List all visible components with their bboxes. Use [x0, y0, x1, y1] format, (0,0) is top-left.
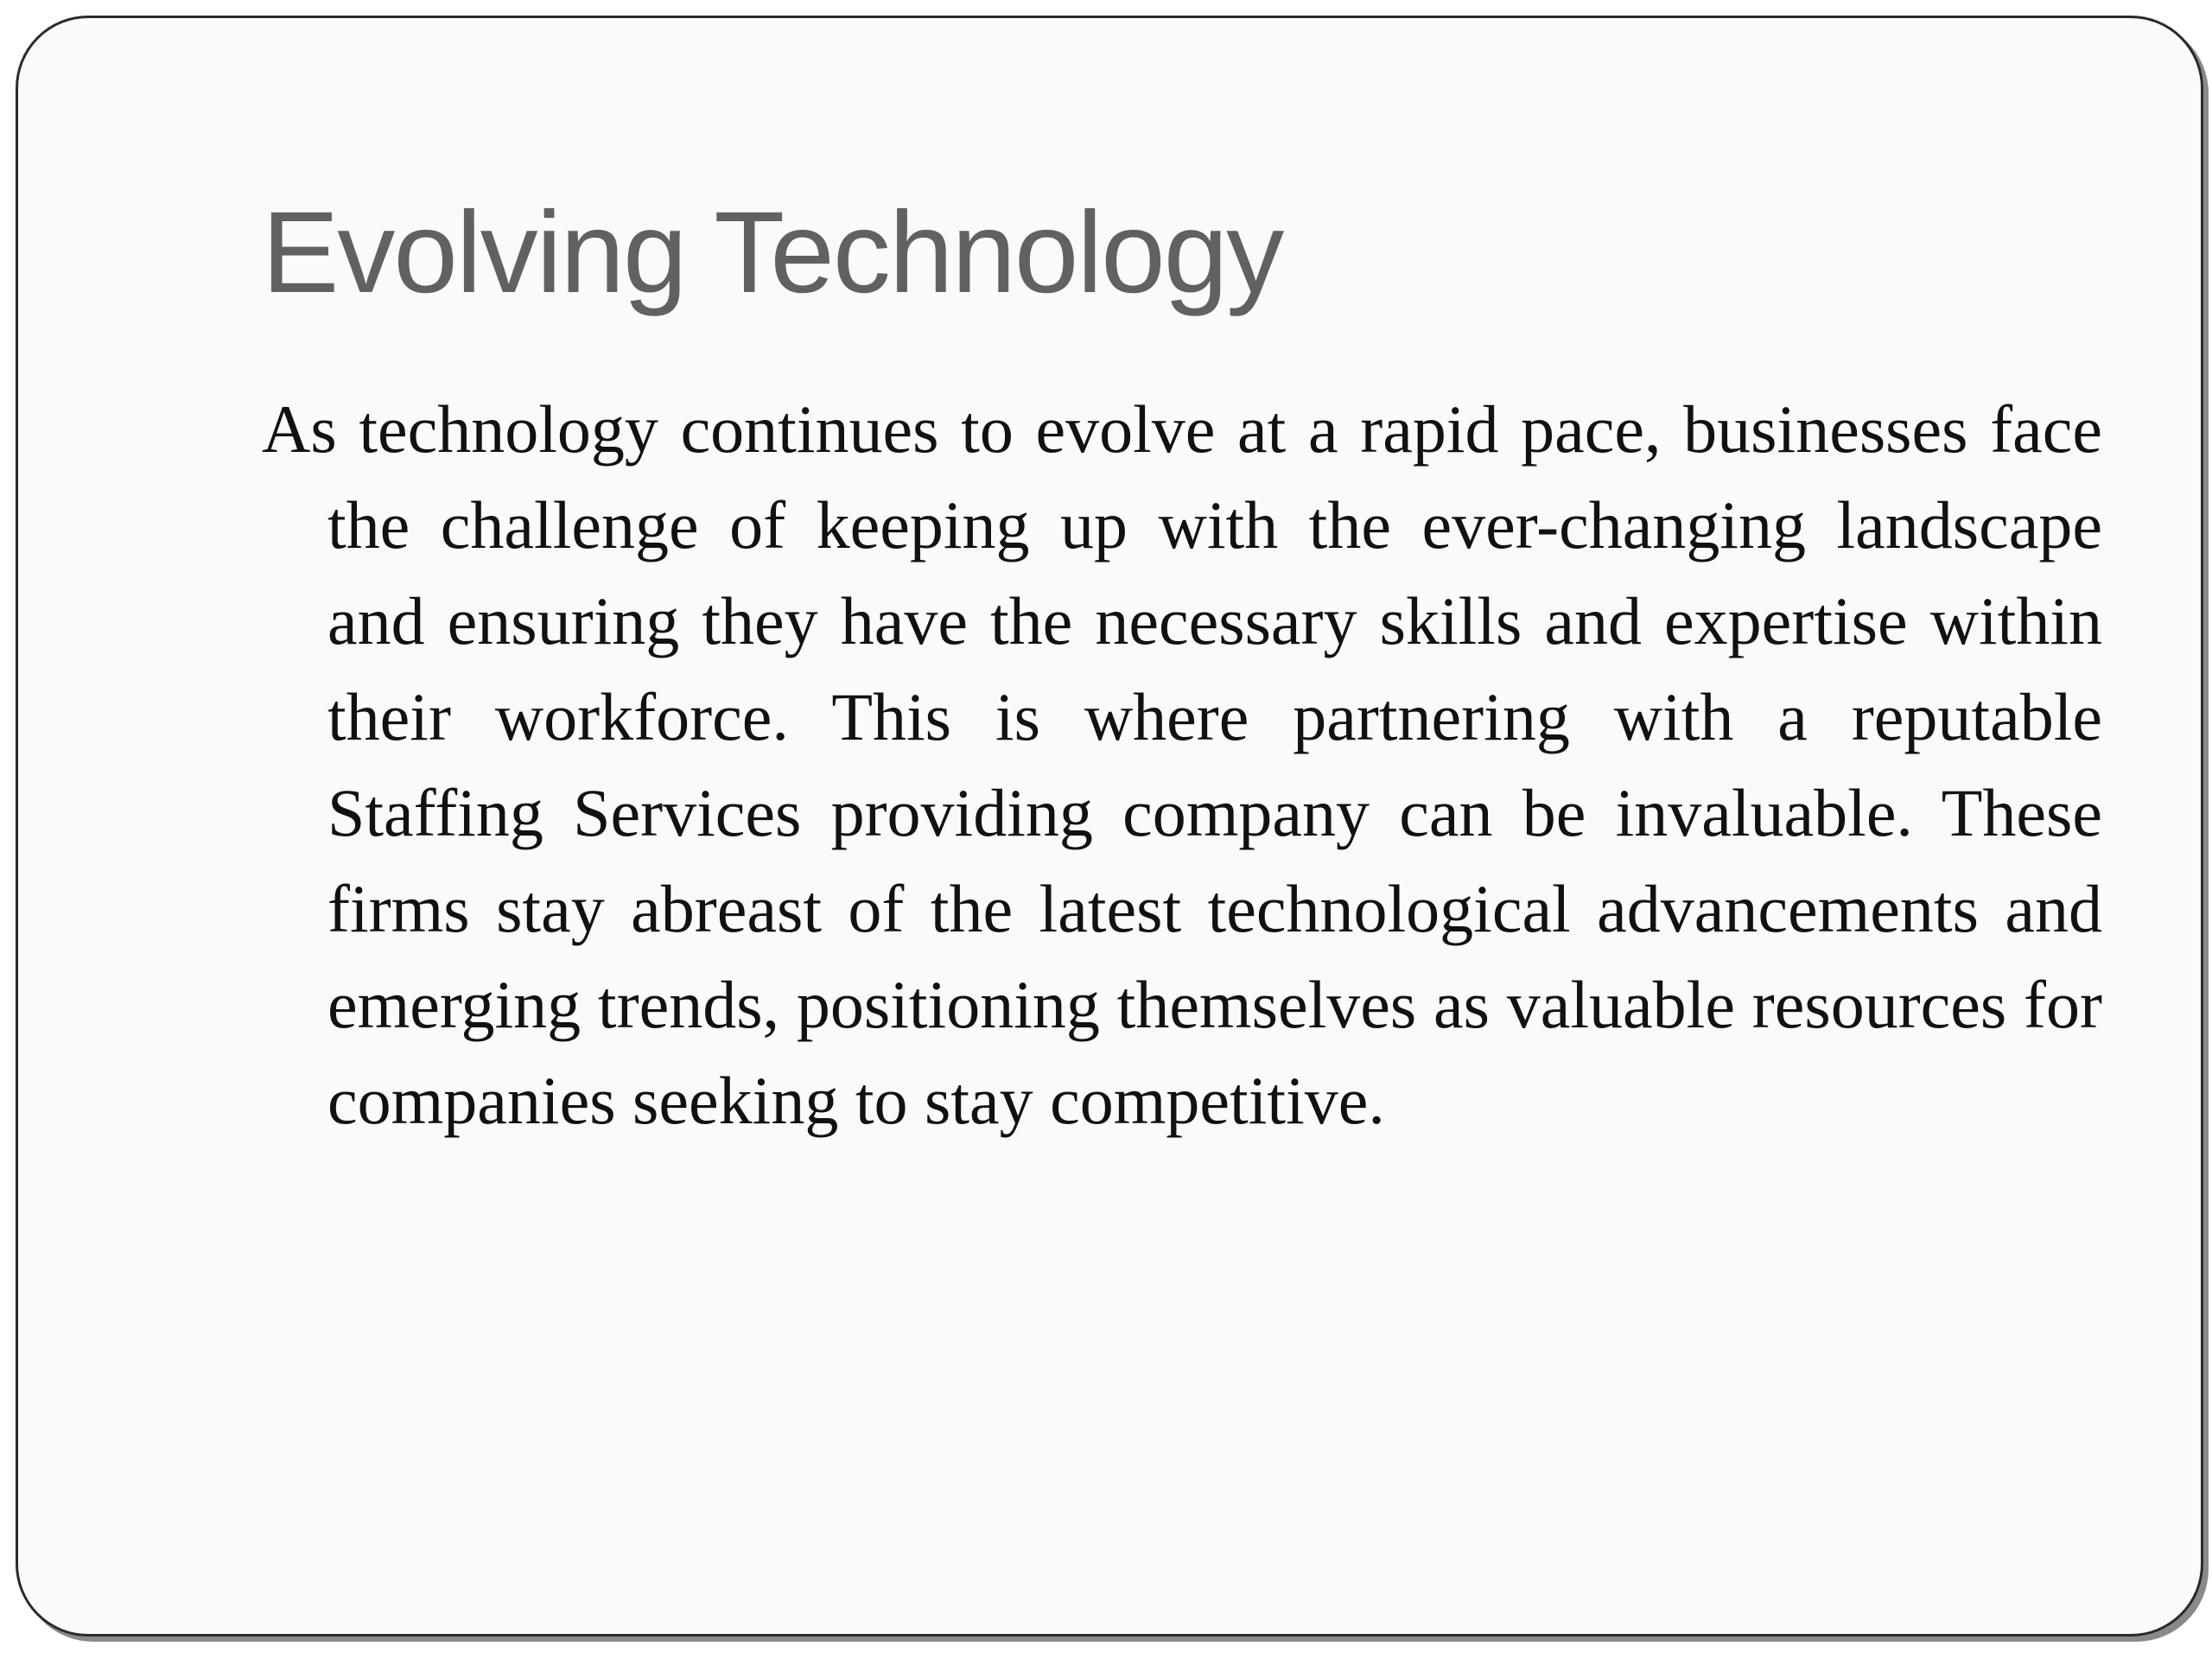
- slide-title: Evolving Technology: [262, 188, 1283, 317]
- slide-frame: [16, 16, 2203, 1637]
- slide-body-text: As technology continues to evolve at a rapid pace, businesses face the challenge of keeping up with the ever-changing landscape and ensuring they have the necessary skills and expertise within their workforce. This is where partnering with a reputable Staffing Services providing company can be invaluable. These firms stay abreast of the latest technological advancements and emerging trends, positioning themselves as valuable resources for companies seeking to stay competitive.: [262, 391, 2102, 1138]
